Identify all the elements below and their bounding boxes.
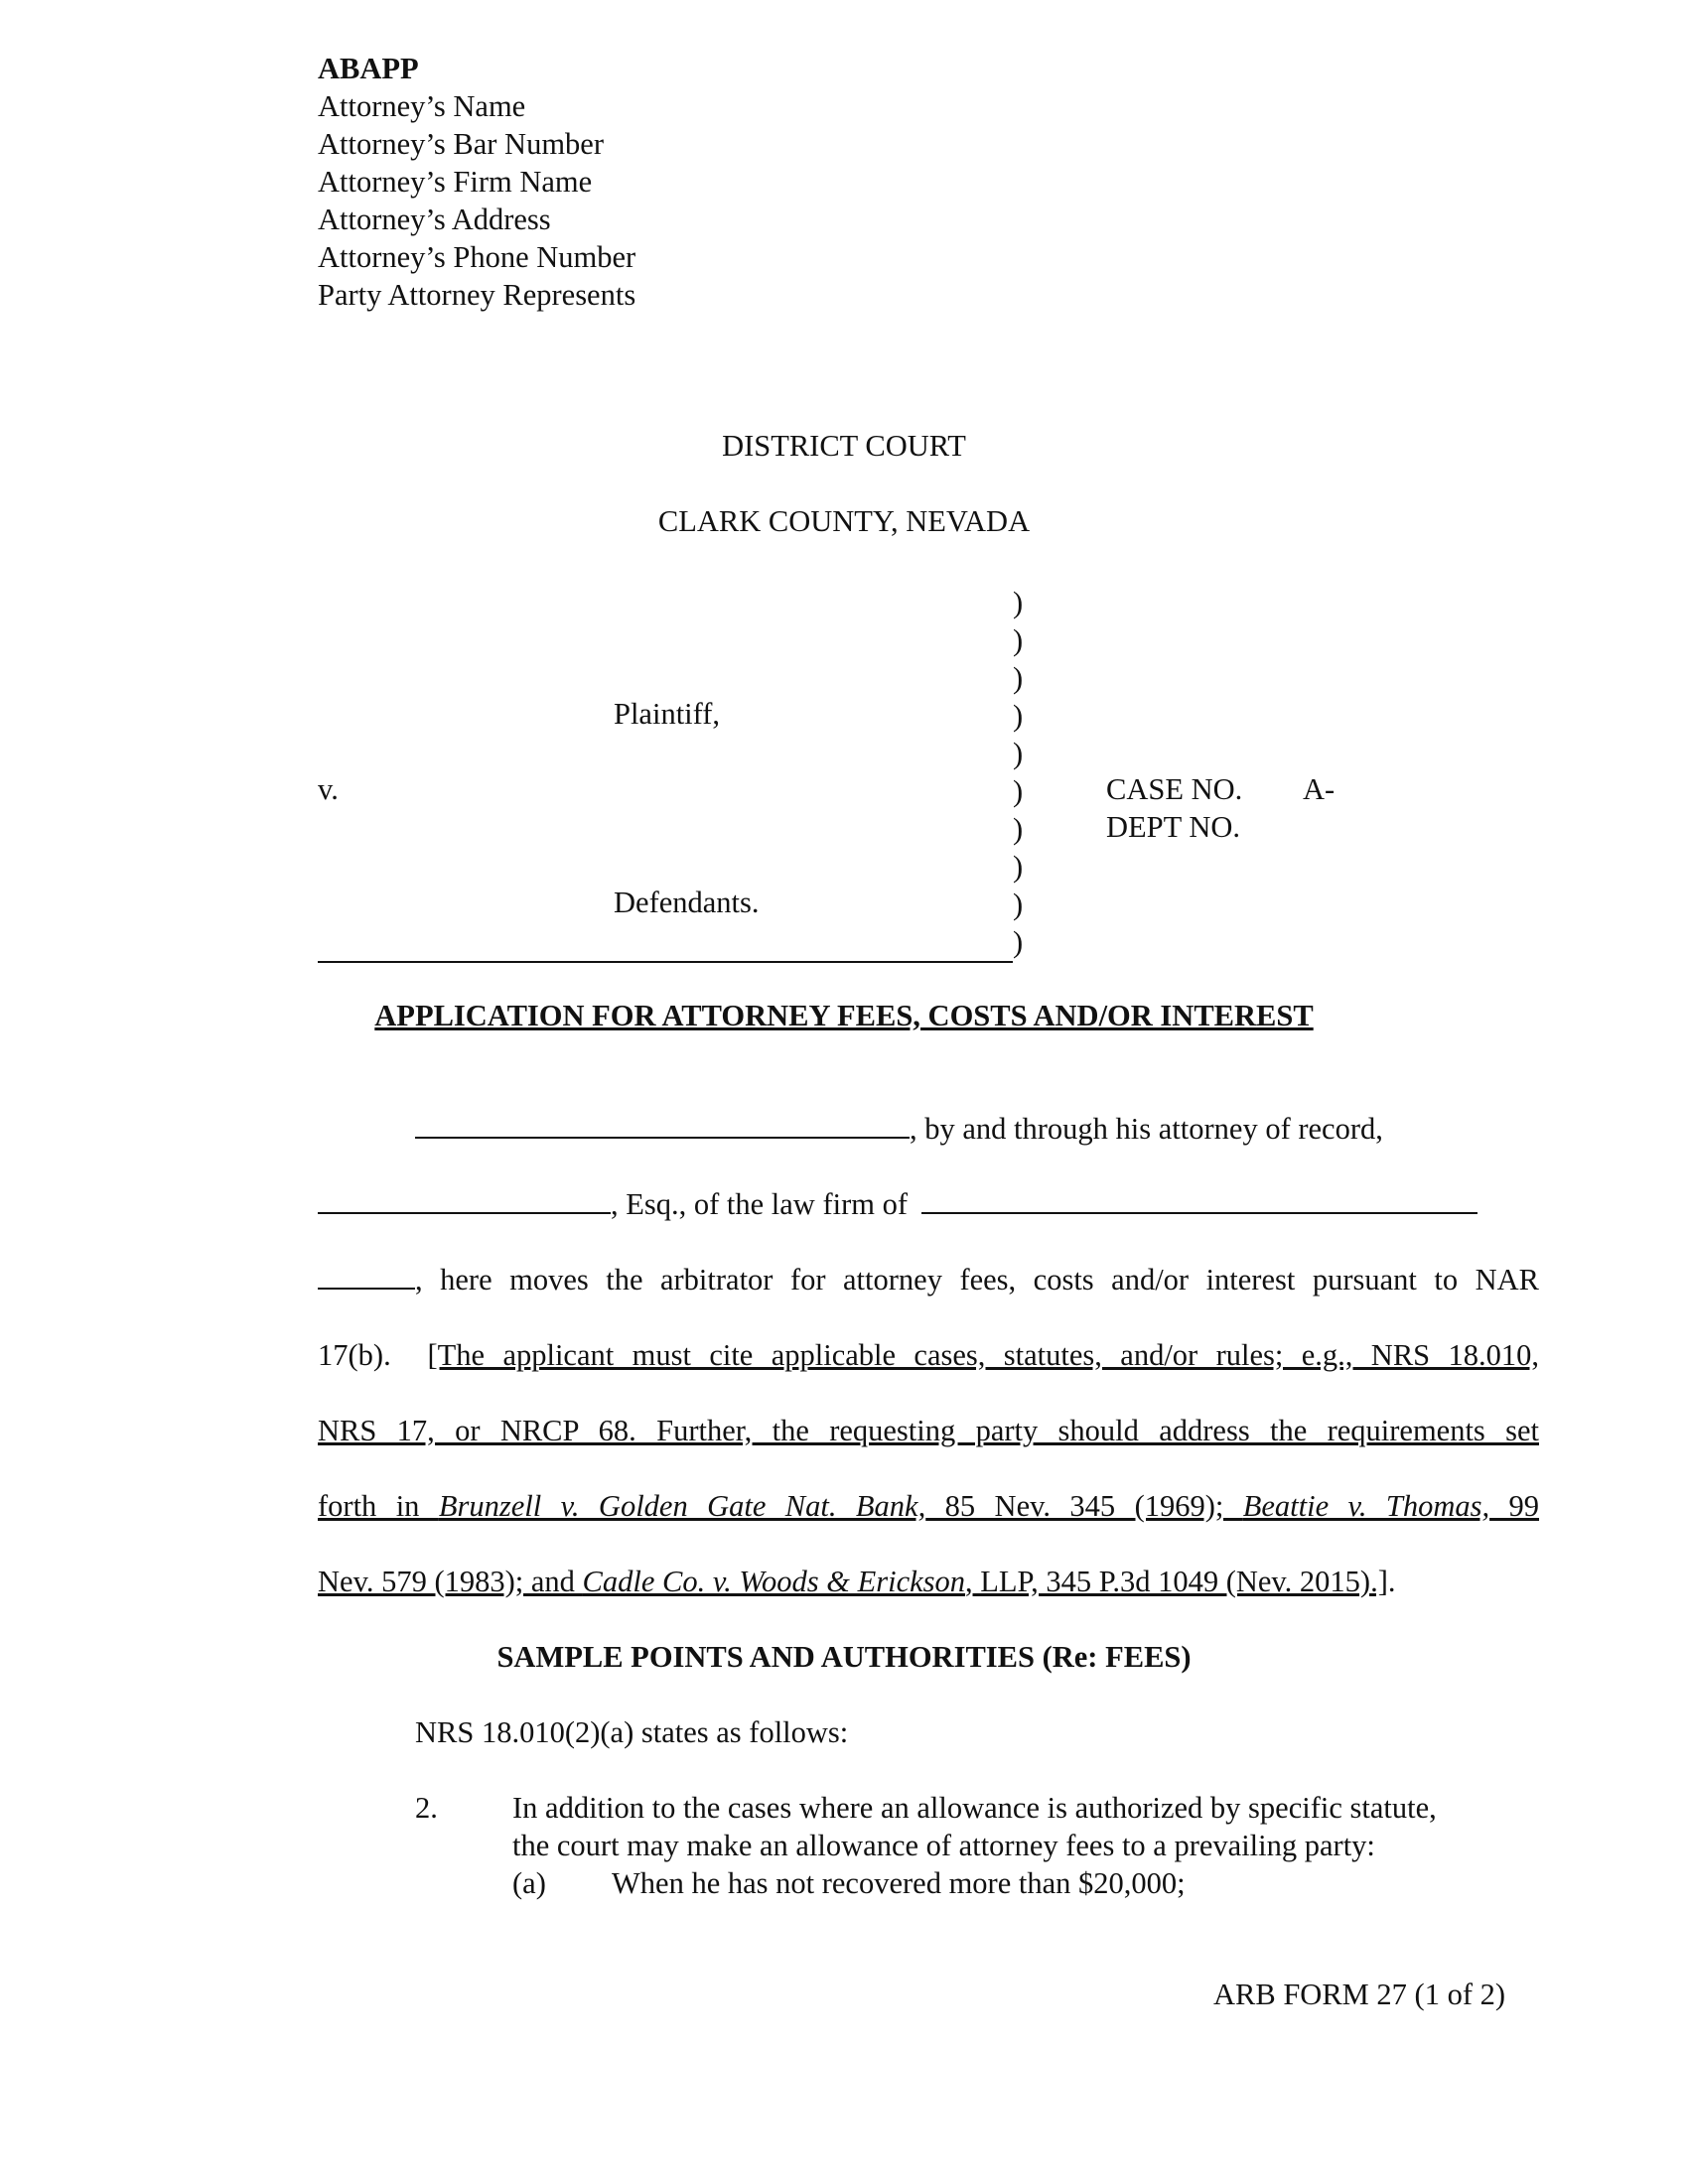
paren: ) xyxy=(1013,812,1024,846)
sample-heading: SAMPLE POINTS AND AUTHORITIES (Re: FEES) xyxy=(496,1640,1192,1674)
case-citation-brunzell: Brunzell v. Golden Gate Nat. Bank, xyxy=(438,1489,926,1523)
body-text: 17(b). xyxy=(318,1338,391,1372)
attorney-header xyxy=(318,50,635,314)
body-text: , by and through his attorney of record, xyxy=(910,1112,1383,1146)
paren: ) xyxy=(1013,737,1024,770)
plaintiff-label: Plaintiff, xyxy=(614,697,721,731)
caption-parentheses xyxy=(1013,584,1023,961)
paren: ) xyxy=(1013,887,1024,921)
paren: ) xyxy=(1013,774,1024,808)
form-footer: ARB FORM 27 (1 of 2) xyxy=(1213,1978,1506,2011)
body-line-4 xyxy=(318,1336,1539,1374)
attorney-name-blank[interactable] xyxy=(318,1186,611,1214)
case-citation-cadle: Cadle Co. v. Woods & Erickson xyxy=(582,1565,966,1598)
quote-line-1: In addition to the cases where an allowance is authorized by specific statute, xyxy=(512,1791,1437,1825)
versus-label: v. xyxy=(318,772,339,806)
body-text: , LLP, 345 P.3d 1049 (Nev. 2015).] xyxy=(965,1565,1388,1598)
court-county: CLARK COUNTY, NEVADA xyxy=(657,504,1031,538)
firm-continuation-blank[interactable] xyxy=(318,1262,415,1290)
case-number-value: A- xyxy=(1303,772,1336,806)
body-text: 99 xyxy=(1489,1489,1540,1523)
quote-number: 2. xyxy=(415,1791,438,1825)
body-text: . xyxy=(1387,1565,1396,1598)
attorney-address: Attorney’s Address xyxy=(318,203,551,236)
case-citation-beattie: Beattie v. Thomas, xyxy=(1242,1489,1490,1523)
body-line-5: NRS 17, or NRCP 68. Further, the requesting party should address the requirements set xyxy=(318,1414,1539,1447)
paren: ) xyxy=(1013,699,1024,733)
body-line-7 xyxy=(318,1563,1396,1600)
paren: ) xyxy=(1013,623,1024,657)
body-text: forth in xyxy=(318,1489,439,1523)
paren: ) xyxy=(1013,661,1024,695)
body-text: , Esq., of the law firm of xyxy=(611,1187,908,1221)
caption-rule xyxy=(318,961,1013,963)
body-text: Nev. 579 (1983); and xyxy=(318,1565,583,1598)
instruction-text: [The applicant must cite applicable cases, statutes, and/or rules; e.g., NRS 18.010, xyxy=(427,1338,1540,1372)
paren: ) xyxy=(1013,586,1024,619)
case-number-label: CASE NO. xyxy=(1106,772,1243,806)
body-text: , here moves the arbitrator for attorney fees, costs and/or interest pursuant to NAR xyxy=(415,1263,1539,1297)
quote-sub-label: (a) xyxy=(512,1866,546,1900)
court-name: DISTRICT COURT xyxy=(722,429,966,463)
body-line-3 xyxy=(318,1261,1539,1298)
body-line-6 xyxy=(318,1487,1539,1525)
body-line-2 xyxy=(318,1185,1477,1223)
form-code: ABAPP xyxy=(318,52,419,85)
defendants-label: Defendants. xyxy=(614,886,760,919)
body-text: 85 Nev. 345 (1969); xyxy=(925,1489,1243,1523)
attorney-bar-number: Attorney’s Bar Number xyxy=(318,127,604,161)
statute-intro: NRS 18.010(2)(a) states as follows: xyxy=(415,1715,849,1749)
dept-number-label: DEPT NO. xyxy=(1106,810,1241,844)
paren: ) xyxy=(1013,925,1024,959)
paren: ) xyxy=(1013,850,1024,884)
body-line-1 xyxy=(415,1110,1383,1148)
party-represented: Party Attorney Represents xyxy=(318,278,636,312)
party-name-blank[interactable] xyxy=(415,1111,910,1139)
attorney-name: Attorney’s Name xyxy=(318,89,526,123)
law-firm-blank[interactable] xyxy=(921,1186,1477,1214)
document-title: APPLICATION FOR ATTORNEY FEES, COSTS AND/OR INTEREST xyxy=(374,999,1314,1032)
attorney-phone: Attorney’s Phone Number xyxy=(318,240,636,274)
attorney-firm-name: Attorney’s Firm Name xyxy=(318,165,593,199)
quote-line-2: the court may make an allowance of attorney fees to a prevailing party: xyxy=(512,1829,1375,1862)
quote-sub-text: When he has not recovered more than $20,000; xyxy=(612,1866,1186,1900)
